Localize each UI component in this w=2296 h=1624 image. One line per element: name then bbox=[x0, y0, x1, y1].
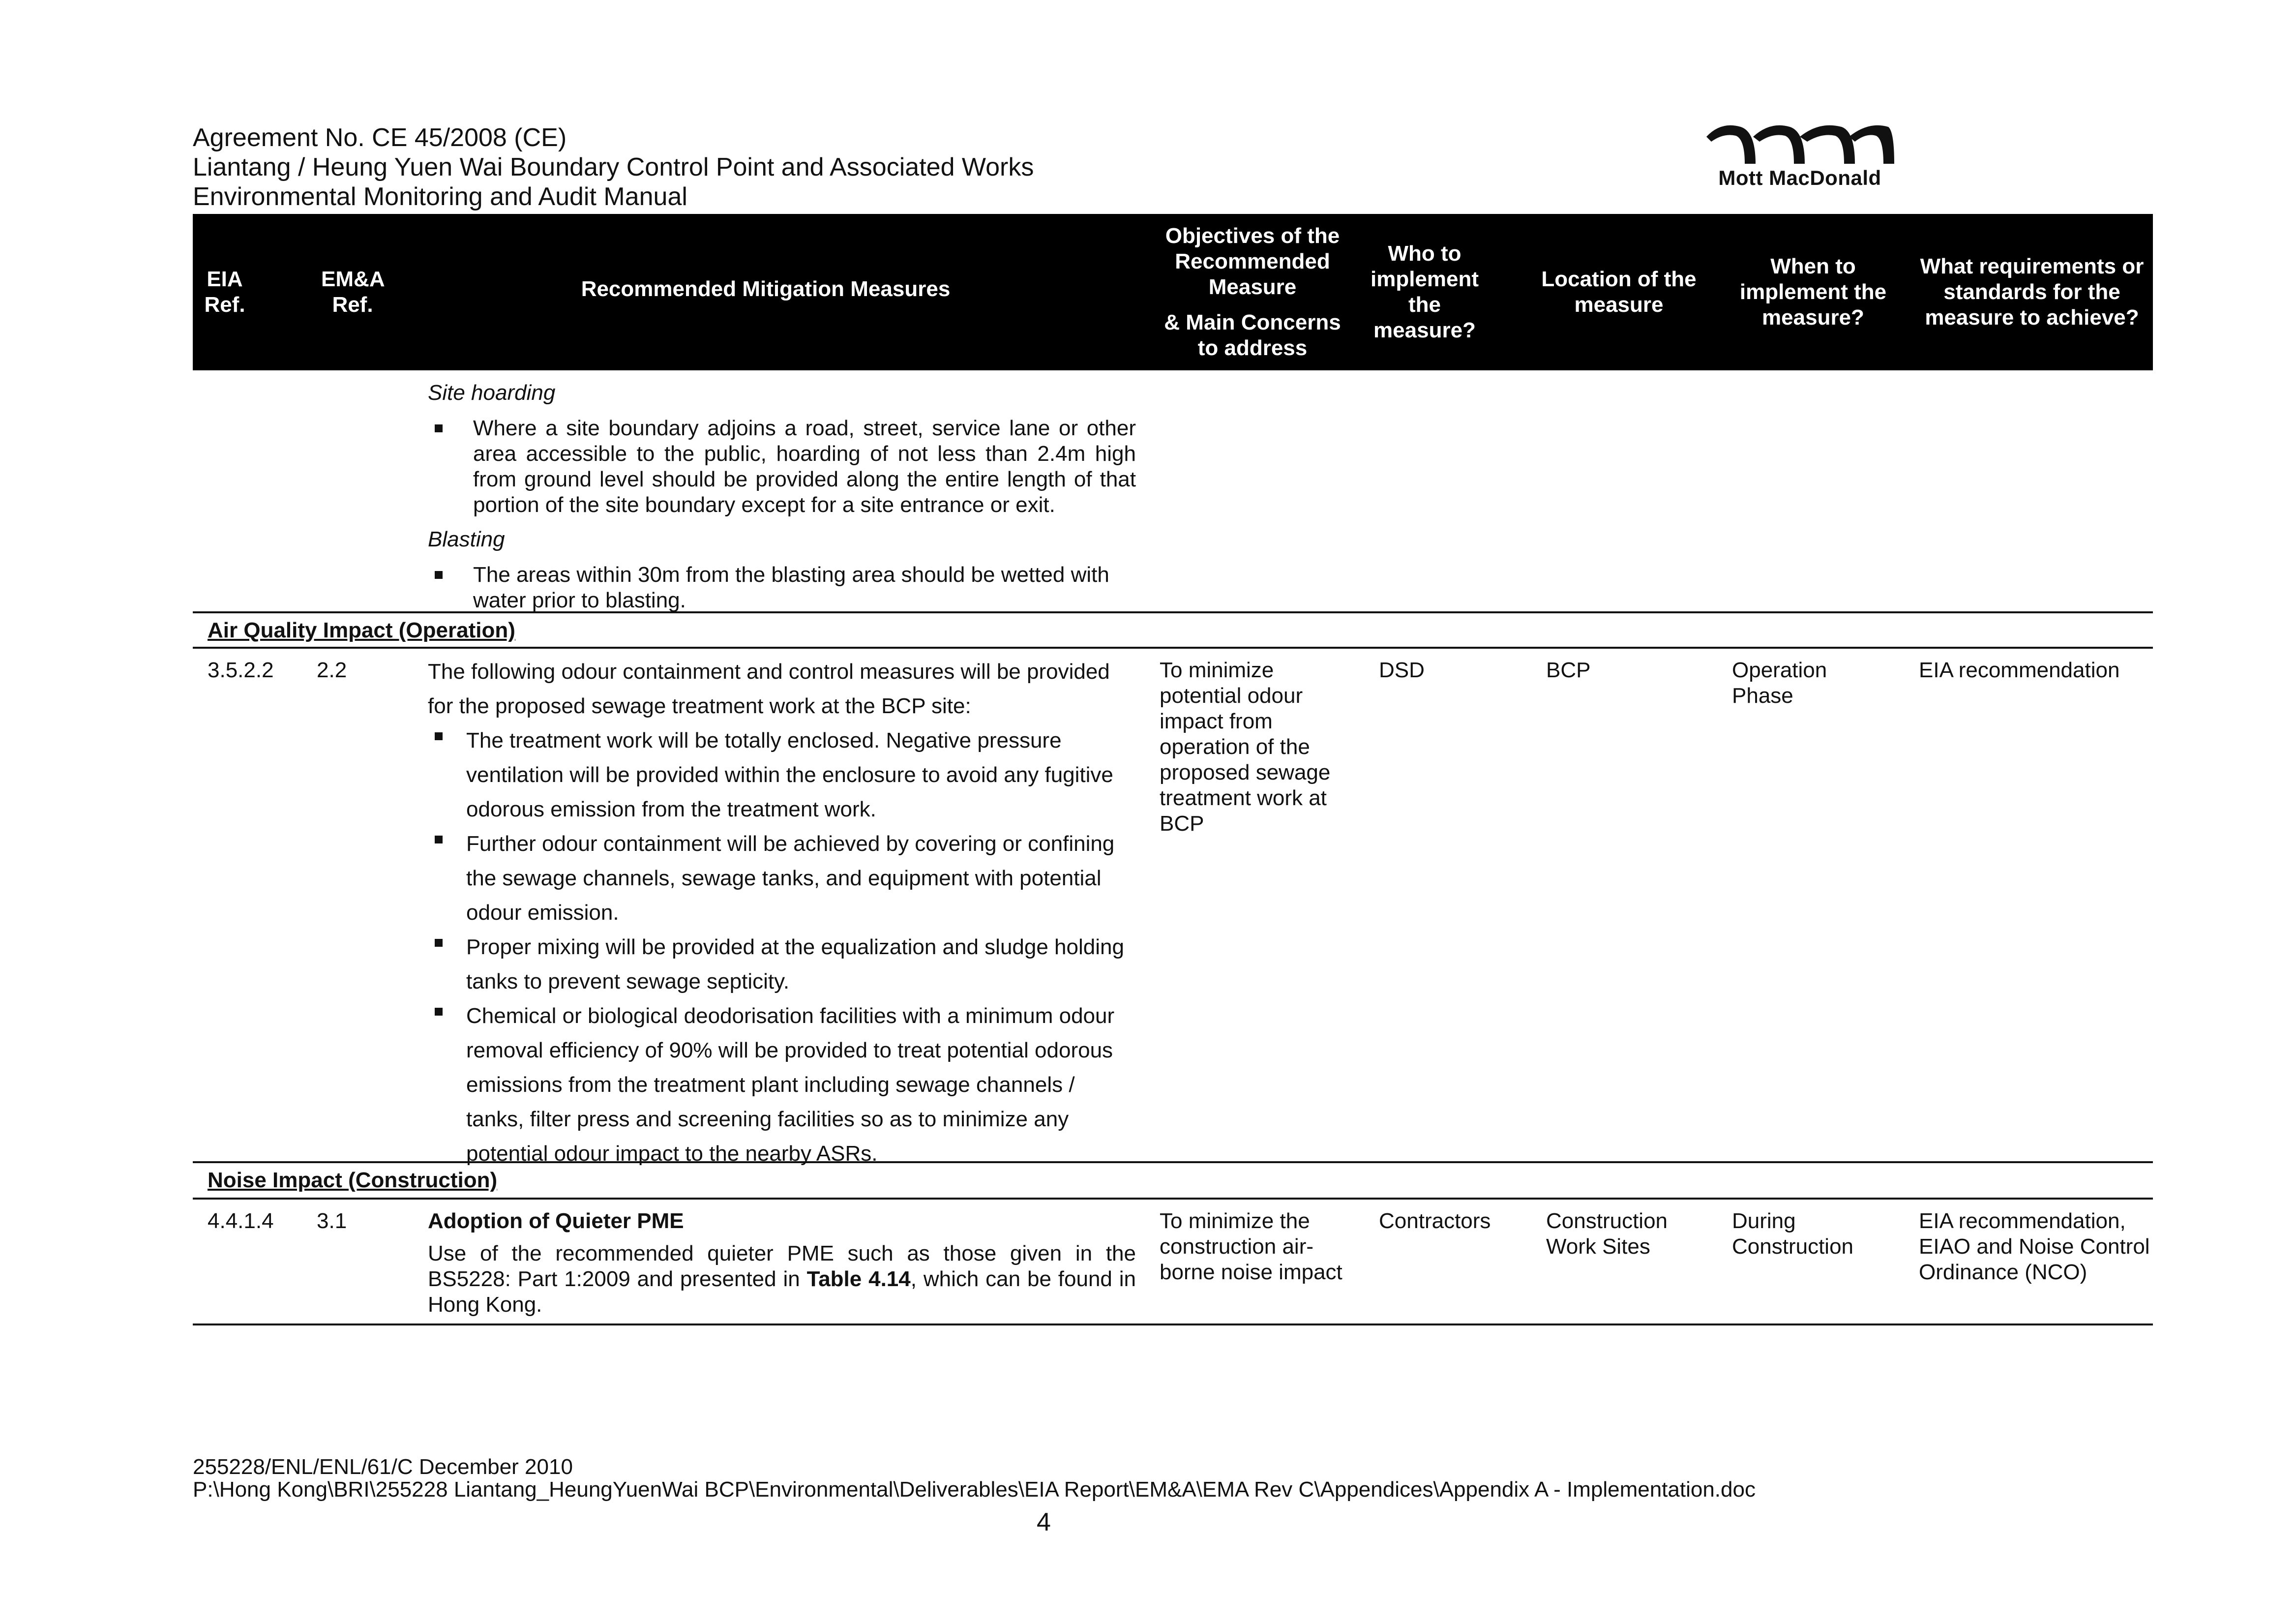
continued-measures bbox=[428, 380, 1136, 613]
section-title-noise: Noise Impact (Construction) bbox=[208, 1168, 498, 1192]
eia-ref-cell: 3.5.2.2 bbox=[208, 658, 274, 682]
table-bottom-rule bbox=[193, 1323, 2153, 1325]
when-cell: Operation Phase bbox=[1732, 658, 1827, 708]
when-cell: During Construction bbox=[1732, 1209, 1854, 1259]
document-footer bbox=[193, 1456, 1756, 1501]
row-divider bbox=[193, 647, 2153, 649]
measure-item: Further odour containment will be achieved by covering or confining the sewage channels, sewage tanks, and equipment with potential odour emission. bbox=[428, 827, 1136, 930]
file-path: P:\Hong Kong\BRI\255228 Liantang_HeungYuenWai BCP\Environmental\Deliverables\EIA Report\EM&A\EMA Rev C\Appendices\Appendix A - Implementation.doc bbox=[193, 1477, 1756, 1502]
col-location: Location of the measure bbox=[1541, 267, 1697, 317]
col-ema-ref: EM&A Ref. bbox=[321, 267, 385, 317]
row-divider bbox=[193, 1198, 2153, 1200]
logo-text: Mott MacDonald bbox=[1718, 166, 1881, 189]
col-who: Who to implement the measure? bbox=[1370, 241, 1479, 342]
requirement-cell: EIA recommendation, EIAO and Noise Control Ordinance (NCO) bbox=[1919, 1209, 2150, 1284]
manual-title: Environmental Monitoring and Audit Manual bbox=[193, 182, 687, 211]
site-hoarding-title: Site hoarding bbox=[428, 381, 556, 405]
measure-item: The treatment work will be totally enclosed. Negative pressure ventilation will be provided within the enclosure to avoid any fugitive odorous emission from the treatment work. bbox=[428, 723, 1136, 827]
col-objectives: Objectives of the Recommended Measure & Main Concerns to address bbox=[1164, 224, 1341, 360]
objective-cell: To minimize potential odour impact from operation of the proposed sewage treatment work at BCP bbox=[1160, 658, 1331, 836]
page-number: 4 bbox=[1037, 1508, 1051, 1536]
col-when: When to implement the measure? bbox=[1739, 254, 1887, 330]
col-measures: Recommended Mitigation Measures bbox=[581, 277, 951, 301]
site-hoarding-item: Where a site boundary adjoins a road, street, service lane or other area accessible to the public, hoarding of not less than 2.4m high from ground level should be provided along the entire length of that portion of the site boundary except for a site entrance or exit. bbox=[428, 416, 1136, 518]
col-requirements: What requirements or standards for the measure to achieve? bbox=[1920, 254, 2144, 330]
ema-ref-cell: 3.1 bbox=[317, 1209, 347, 1233]
who-cell: DSD bbox=[1379, 658, 1425, 682]
project-title: Liantang / Heung Yuen Wai Boundary Control Point and Associated Works bbox=[193, 153, 1034, 181]
col-eia-ref: EIA Ref. bbox=[204, 267, 245, 317]
document-reference: 255228/ENL/ENL/61/C December 2010 bbox=[193, 1455, 573, 1479]
location-cell: Construction Work Sites bbox=[1546, 1209, 1668, 1259]
row-divider bbox=[193, 1161, 2153, 1163]
table-header bbox=[193, 214, 2153, 370]
document-header bbox=[193, 123, 1034, 211]
measures-cell bbox=[428, 1208, 1136, 1318]
ema-ref-cell: 2.2 bbox=[317, 658, 347, 682]
implementation-table bbox=[193, 214, 2153, 1317]
measure-heading: Adoption of Quieter PME bbox=[428, 1209, 684, 1233]
eia-ref-cell: 4.4.1.4 bbox=[208, 1209, 274, 1233]
objective-cell: To minimize the construction air-borne noise impact bbox=[1160, 1209, 1342, 1284]
company-logo bbox=[1701, 117, 1898, 190]
section-title-air-quality: Air Quality Impact (Operation) bbox=[208, 618, 515, 642]
agreement-number: Agreement No. CE 45/2008 (CE) bbox=[193, 123, 567, 152]
requirement-cell: EIA recommendation bbox=[1919, 658, 2120, 682]
measure-description: Use of the recommended quieter PME such as those given in the BS5228: Part 1:2009 and presented in Table 4.14, which can be found in Hong Kong. bbox=[428, 1241, 1136, 1317]
measures-intro: The following odour containment and control measures will be provided for the proposed sewage treatment work at the BCP site: bbox=[428, 660, 1110, 718]
who-cell: Contractors bbox=[1379, 1209, 1491, 1233]
logo-arches-icon bbox=[1701, 117, 1898, 166]
blasting-item: The areas within 30m from the blasting area should be wetted with water prior to blasting. bbox=[428, 562, 1136, 613]
location-cell: BCP bbox=[1546, 658, 1591, 682]
blasting-title: Blasting bbox=[428, 527, 505, 551]
measure-item: Chemical or biological deodorisation facilities with a minimum odour removal efficiency of 90% will be provided to treat potential odorous emissions from the treatment plant including sewage channels / tanks, filter press and screening facilities so as to minimize any potential odour impact to the nearby ASRs. bbox=[428, 999, 1136, 1171]
measures-cell bbox=[428, 655, 1136, 1171]
measure-item: Proper mixing will be provided at the equalization and sludge holding tanks to prevent sewage septicity. bbox=[428, 930, 1136, 999]
row-divider bbox=[193, 611, 2153, 613]
